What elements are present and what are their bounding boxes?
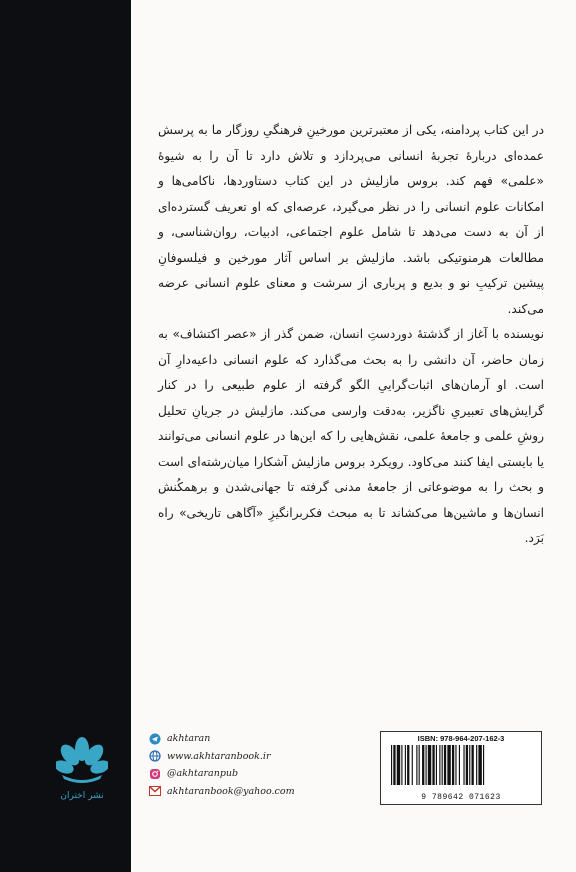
barcode-bar	[412, 745, 413, 785]
barcode-bar	[466, 745, 468, 785]
barcode-bar	[426, 745, 427, 785]
barcode-bar	[452, 745, 454, 785]
barcode-bar	[419, 745, 420, 785]
instagram-icon	[148, 768, 161, 780]
contact-email-text: akhtaranbook@yahoo.com	[167, 785, 295, 797]
barcode-bar	[391, 745, 392, 785]
barcode-bar	[407, 745, 409, 785]
barcode-bar	[463, 745, 464, 785]
barcode-bar	[476, 745, 477, 785]
contact-telegram[interactable]	[148, 730, 318, 748]
barcode-bar	[444, 745, 446, 785]
barcode-bar	[439, 745, 440, 785]
barcode-bar	[428, 745, 431, 785]
contact-website[interactable]	[148, 748, 318, 766]
barcode-bar	[469, 745, 470, 785]
barcode-bar	[447, 745, 450, 785]
publisher-logo-icon	[56, 735, 108, 785]
barcode-bar	[401, 745, 402, 785]
isbn-barcode	[380, 731, 542, 805]
barcode-bar	[478, 745, 481, 785]
barcode-bar	[436, 745, 437, 785]
publisher-logo	[52, 735, 112, 807]
publisher-contacts	[148, 730, 318, 800]
barcode-bar	[455, 745, 456, 785]
contact-website-text: www.akhtaranbook.ir	[167, 750, 271, 762]
barcode-bar	[459, 745, 460, 785]
telegram-icon	[148, 733, 161, 745]
barcode-bar	[442, 745, 443, 785]
barcode-bar	[432, 745, 434, 785]
isbn-label: ISBN: 978-964-207-162-3	[417, 734, 505, 743]
contact-instagram-text: @akhtaranpub	[167, 768, 239, 780]
publisher-name: نشر اختران	[60, 791, 104, 801]
barcode-bar	[397, 745, 400, 785]
barcode-bar	[472, 745, 474, 785]
blurb-paragraph-2: نویسنده با آغاز از گذشتهٔ دوردستِ انسان، ضمن گذر از «عصر اکتشاف» به زمان حاضر، آن دانشی را به بحث می‌گذارد که علوم انسانی داعیه‌دارِ آن است. او آرمان‌های اثبات‌گراییِ الگو گرفته از علوم طبیعی را در کنار گرایش‌های تعبیریِ ناگزیر، به‌دقت وارسی می‌کند. مازلیش در جریانِ تحلیل روشِ علمی و جامعهٔ علمی، نقش‌هایی را که این‌ها در علوم انسانی می‌توانند یا بایستی ایفا کنند می‌کاود. رویکرد بروس مازلیش آشکارا میان‌رشته‌ای است و بحث را به موضوعاتی از جامعهٔ مدنی گرفته تا جهانی‌شدن و برهمکُنش انسان‌ها و ماشین‌ها می‌کشاند تا به مبحث فکربرانگیزِ «آگاهی تاریخی» راه بَرَد.	[158, 327, 544, 545]
barcode-bar	[416, 745, 417, 785]
contact-telegram-text: akhtaran	[167, 733, 211, 745]
barcode-bar	[422, 745, 424, 785]
contact-instagram[interactable]	[148, 765, 318, 783]
barcode-bar	[405, 745, 406, 785]
contact-email[interactable]	[148, 783, 318, 801]
barcode-bars	[387, 745, 535, 793]
globe-icon	[148, 750, 161, 762]
barcode-bar	[483, 745, 484, 785]
email-icon	[148, 785, 161, 797]
barcode-digits: 9 789642 071623	[421, 793, 501, 802]
barcode-bar	[393, 745, 395, 785]
blurb-paragraph-1: در این کتاب پردامنه، یکی از معتبرترین مورخینِ فرهنگیِ روزگار ما به پرسش عمده‌ای دربارهٔ تجربهٔ انسانی می‌پردازد و تلاش دارد تا آن را به شیوهٔ «علمی» فهم کند. بروس مازلیش در این کتاب دستاوردها، ناکامی‌ها و امکانات علوم انسانی را در نظر می‌گیرد، عرصه‌ای که او تعریف گسترده‌ای از آن به دست می‌دهد تا شامل علوم اجتماعی، ادبیات، روان‌شناسی، و مطالعات هرمنوتیکی باشد. مازلیش بر اساس آثار مورخین و فیلسوفانِ پیشین ترکیبِ نو و بدیع و پرباری از سرشت و معنای علوم انسانی عرضه می‌کند.	[158, 123, 544, 316]
